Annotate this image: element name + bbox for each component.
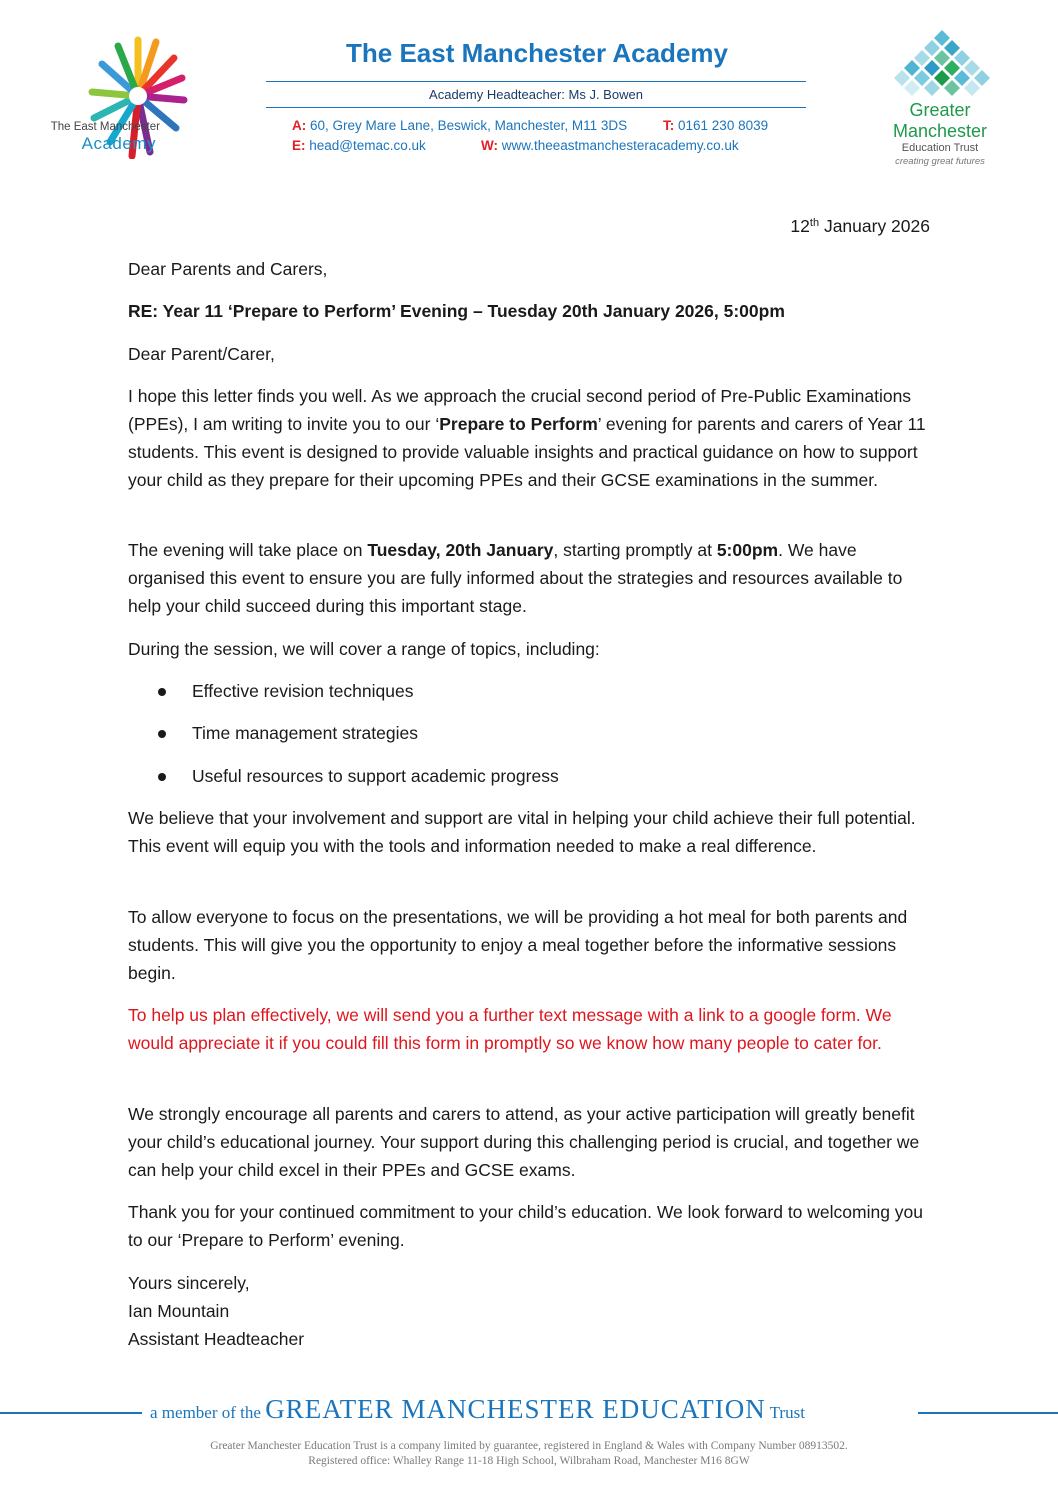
trust-logo-line2: Manchester [892,121,988,141]
topic-list-item: Effective revision techniques [192,681,414,701]
tel-value: 0161 230 8039 [678,118,769,133]
bullet-dot-icon [158,730,166,738]
address-value: 60, Grey Mare Lane, Beswick, Manchester, M11 3DS [310,118,628,133]
letter-subject: RE: Year 11 ‘Prepare to Perform’ Evening – Tuesday 20th January 2026, 5:00pm [128,301,785,321]
p1-text-b: ’ evening for parents and carers of Year 11 students. This event is designed to provide valuable insights and practical guidance on how to support your child as they prepare for their upcoming PPEs and their GCSE examinations in the summer. [128,414,926,490]
address-label: A: [292,118,307,133]
signoff: Yours sincerely, [128,1273,250,1293]
tel-label: T: [663,118,675,133]
footer-divider-left [0,1412,142,1414]
academy-logo [38,34,178,164]
member-prefix: a member of the [150,1403,266,1422]
website-link[interactable]: www.theeastmanchesteracademy.co.uk [501,138,739,153]
contact-telephone [663,118,768,133]
salutation-general: Dear Parents and Carers, [128,259,328,279]
contact-email [292,138,426,153]
contact-address [292,118,627,133]
trust-logo-line3: Education Trust [901,142,979,154]
paragraph-rsvp-notice: To help us plan effectively, we will send you a further text message with a link to a google form. We would appreciate it if you could fill this form in promptly so we know how many people to cater for. [128,1005,892,1053]
footer-divider-right [918,1412,1058,1414]
registered-office-note: Registered office: Whalley Range 11-18 High School, Wilbraham Road, Manchester M16 8GW [308,1455,750,1467]
web-label: W: [481,138,498,153]
date-suffix: th [809,217,820,229]
company-registration-note: Greater Manchester Education Trust is a company limited by guarantee, registered in England & Wales with Company Number 08913502. [210,1440,848,1452]
trust-logo-line1: Greater [909,100,971,120]
trust-membership-banner [150,1394,912,1425]
letter-date [700,212,930,240]
email-label: E: [292,138,306,153]
signatory-name: Ian Mountain [128,1301,230,1321]
p2-text-b: , starting promptly at [553,540,717,560]
topic-list-item: Useful resources to support academic progress [192,766,559,786]
signatory-title: Assistant Headteacher [128,1329,305,1349]
paragraph-introduction [128,382,928,494]
p1-event-name: Prepare to Perform [439,414,598,434]
headteacher-line: Academy Headteacher: Ms J. Bowen [429,87,643,102]
topic-list-item: Time management strategies [192,723,418,743]
p1-text-a: I hope this letter finds you well. As we approach the crucial second period of Pre-Public Examinations (PPEs), I am writing to invite you to our ‘ [128,386,912,434]
logo-wordmark-line2: Academy [81,134,156,153]
paragraph-topics-intro: During the session, we will cover a range of topics, including: [128,639,600,659]
trust-logo-tagline: creating great futures [895,156,985,167]
member-trust-name: GREATER MANCHESTER EDUCATION [265,1394,766,1424]
diamond-mosaic-icon [888,28,996,96]
logo-wordmark-line1: The East Manchester [50,121,160,133]
paragraph-involvement: We believe that your involvement and support are vital in helping your child achieve their full potential. This event will equip you with the tools and information needed to make a real difference. [128,808,916,856]
header-divider-top [266,81,806,82]
p2-text-a: The evening will take place on [128,540,368,560]
paragraph-encouragement: We strongly encourage all parents and carers to attend, as your active participation will greatly benefit your child’s educational journey. Your support during this challenging period is crucial, and together we can help your child excel in their PPEs and GCSE exams. [128,1104,920,1180]
p2-text-c: . We have organised this event to ensure you are fully informed about the strategies and resources available to help your child succeed during this important stage. [128,540,903,616]
paragraph-event-details [128,536,928,620]
header-divider-bottom [266,107,806,108]
contact-website [481,138,739,153]
school-name: The East Manchester Academy [346,38,728,68]
bullet-dot-icon [158,773,166,781]
p2-event-date: Tuesday, 20th January [367,540,554,560]
paragraph-thanks: Thank you for your continued commitment to your child’s education. We look forward to welcoming you to our ‘Prepare to Perform’ evening. [128,1202,924,1250]
email-link[interactable]: head@temac.co.uk [309,138,426,153]
date-day: 12 [790,216,810,236]
bullet-dot-icon [158,688,166,696]
trust-logo [882,28,1002,170]
date-rest: January 2026 [819,216,930,236]
salutation-individual: Dear Parent/Carer, [128,344,275,364]
paragraph-hot-meal: To allow everyone to focus on the presentations, we will be providing a hot meal for both parents and students. This will give you the opportunity to enjoy a meal together before the informative sessions begin. [128,907,908,983]
member-suffix: Trust [765,1403,805,1422]
p2-event-time: 5:00pm [716,540,779,560]
